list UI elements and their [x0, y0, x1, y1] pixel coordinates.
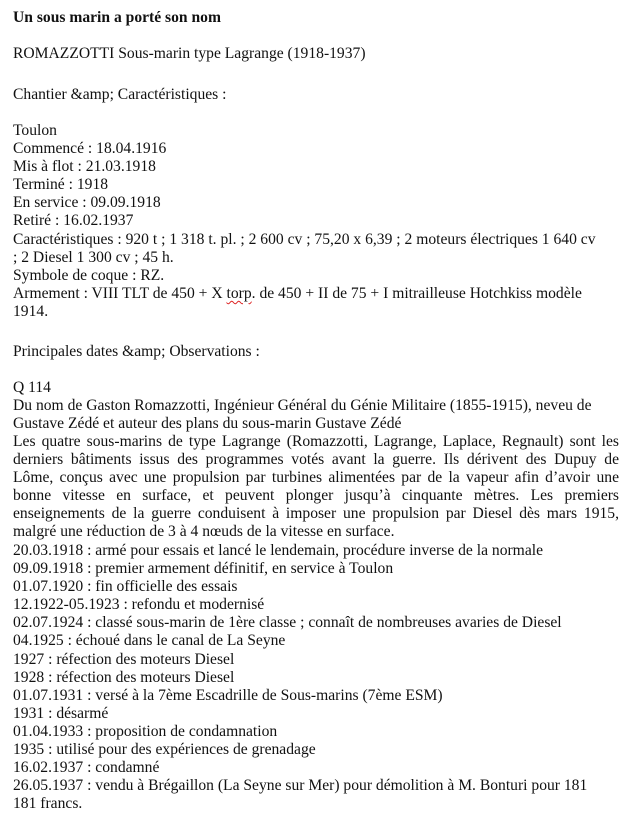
timeline-entry: 1927 : réfection des moteurs Diesel: [13, 650, 235, 668]
timeline-entry: 01.07.1920 : fin officielle des essais: [13, 578, 238, 596]
timeline-entry: 02.07.1924 : classé sous-marin de 1ère classe ; connaît de nombreuses avaries de Diesel: [13, 614, 562, 632]
timeline-entry: 1928 : réfection des moteurs Diesel: [13, 668, 235, 686]
timeline-entry: 1931 : désarmé: [13, 704, 109, 722]
armement-line-2: 1914.: [13, 302, 49, 320]
history-paragraph: [13, 433, 619, 542]
caracteristiques-line-1: Caractéristiques : 920 t ; 1 318 t. pl. ; 2 600 cv ; 75,20 x 6,39 ; 2 moteurs électriques 1 640 cv: [13, 230, 596, 248]
timeline-list: [13, 542, 587, 813]
ship-code: Q 114: [13, 379, 51, 396]
timeline-entry: 20.03.1918 : armé pour essais et lancé le lendemain, procédure inverse de la normale: [13, 542, 543, 559]
armement-line-1: [13, 285, 596, 303]
document-subtitle: ROMAZZOTTI Sous-marin type Lagrange (1918-1937): [13, 45, 366, 62]
timeline-entry: 01.07.1931 : versé à la 7ème Escadrille de Sous-marins (7ème ESM): [13, 686, 443, 704]
chantier-mis-a-flot: Mis à flot : 21.03.1918: [13, 158, 156, 176]
paragraph-line: bonne vitesse en surface, et peuvent plonger jusqu’à cinquante mètres. Les premiers: [13, 487, 619, 505]
timeline-entry: 12.1922-05.1923 : refondu et modernisé: [13, 596, 265, 614]
chantier-commence: Commencé : 18.04.1916: [13, 140, 167, 158]
chantier-termine: Terminé : 1918: [13, 176, 109, 194]
timeline-entry-continuation: 181 francs.: [13, 795, 83, 813]
paragraph-last-line: malgré une réduction de 3 à 4 nœuds de la vitesse en surface.: [13, 523, 395, 541]
observations-block: [13, 379, 592, 433]
chantier-details: [13, 122, 596, 321]
armement-text-end: . de 450 + II de 75 + I mitrailleuse Hotchkiss modèle: [251, 284, 582, 302]
timeline-entry: 16.02.1937 : condamné: [13, 759, 160, 777]
document-title: Un sous marin a porté son nom: [13, 9, 221, 26]
bio-line-1: Du nom de Gaston Romazzotti, Ingénieur Général du Génie Militaire (1855-1915), neveu de: [13, 397, 592, 415]
paragraph-line: derniers bâtiments issus des programmes votés avant la guerre. Ils dérivent des Dupuy de: [13, 451, 619, 469]
timeline-entry: 1935 : utilisé pour des expériences de grenadage: [13, 741, 316, 759]
timeline-entry: 09.09.1918 : premier armement définitif, en service à Toulon: [13, 560, 394, 578]
caracteristiques-line-2: ; 2 Diesel 1 300 cv ; 45 h.: [13, 248, 174, 266]
chantier-en-service: En service : 09.09.1918: [13, 194, 161, 212]
symbole-de-coque: Symbole de coque : RZ.: [13, 266, 165, 284]
paragraph-line: enseignements de la guerre conduisent à imposer une propulsion par Diesel dès mars 1915,: [13, 505, 619, 523]
section-heading-chantier: Chantier &amp; Caractéristiques :: [13, 86, 227, 103]
armement-text-start: Armement : VIII TLT de 450 + X: [13, 284, 227, 302]
timeline-entry: 26.05.1937 : vendu à Brégaillon (La Seyne sur Mer) pour démolition à M. Bonturi pour 181: [13, 777, 588, 795]
timeline-entry: 04.1925 : échoué dans le canal de La Seyne: [13, 632, 286, 650]
chantier-lieu: Toulon: [13, 122, 57, 139]
bio-line-2: Gustave Zédé et auteur des plans du sous-marin Gustave Zédé: [13, 415, 402, 433]
timeline-entry: 01.04.1933 : proposition de condamnation: [13, 722, 278, 740]
spellcheck-flagged-word[interactable]: torp: [226, 284, 252, 302]
chantier-retire: Retiré : 16.02.1937: [13, 212, 134, 230]
paragraph-line: Lôme, conçus avec une propulsion par turbines alimentées par de la vapeur afin d’avoir une: [13, 469, 619, 487]
paragraph-line: Les quatre sous-marins de type Lagrange (Romazzotti, Lagrange, Laplace, Regnault) sont les: [13, 433, 619, 450]
section-heading-dates: Principales dates &amp; Observations :: [13, 343, 260, 360]
